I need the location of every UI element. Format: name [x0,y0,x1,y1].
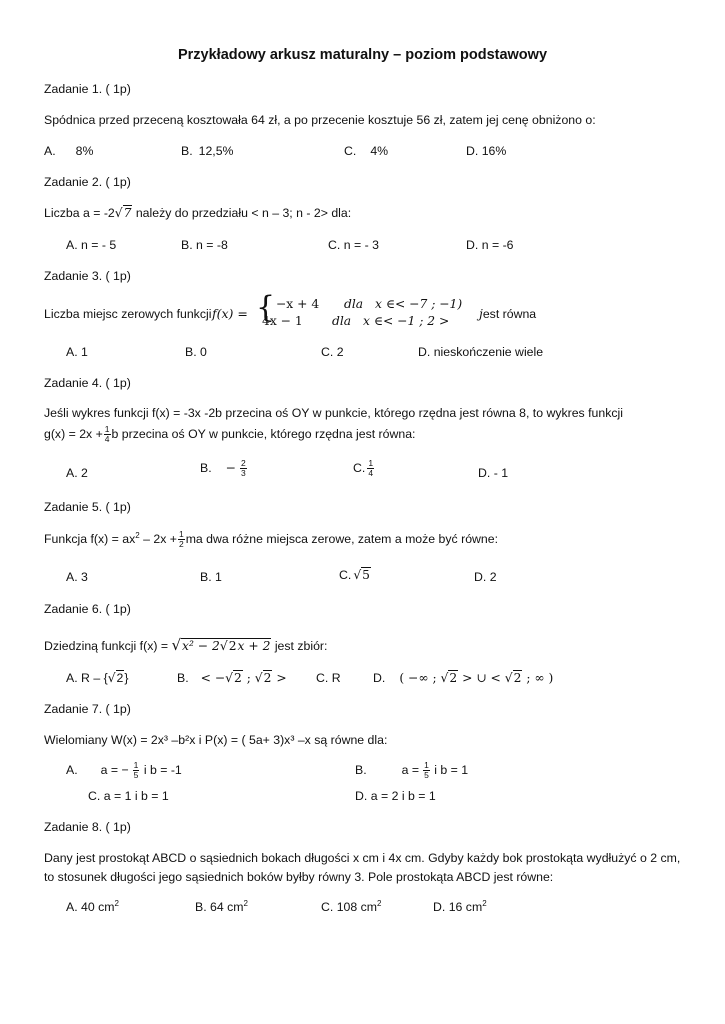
piece-1-domain: x ∈< −7 ; −1) [375,297,463,311]
fraction [104,425,111,444]
piece-1-expression: −x + 4 [276,297,320,311]
option-value: 12,5% [198,144,234,158]
task-2-heading: Zadanie 2. ( 1p) [44,175,131,189]
task-5-option-b: B. 1 [200,570,222,584]
sqrt-sign: √ [114,206,123,220]
task-5-option-c [339,568,371,582]
unit-exponent: 2 [377,899,382,908]
sqrt-expression [353,568,371,582]
task-1-option-b [181,144,234,158]
option-letter: C. [344,144,357,158]
task-5-heading: Zadanie 5. ( 1p) [44,500,131,514]
option-text: } [124,671,129,685]
task-6-heading: Zadanie 6. ( 1p) [44,602,131,616]
task-1-option-a [44,144,93,158]
task-2-option-b: B. n = -8 [181,238,228,252]
task-7-option-b [355,761,468,780]
text-part: Funkcja f(x) = ax [44,531,136,546]
task-4-option-c [353,459,375,478]
piece-1-dla: dla [344,297,364,311]
radicand [181,638,271,653]
fraction [178,530,185,549]
denominator: 3 [240,468,246,478]
task-1-text: Spódnica przed przeceną kosztowała 64 zł, a po przecenie kosztuje 56 zł, zatem jej cenę obniżono o: [44,113,596,127]
option-text: C. 108 cm [321,900,378,914]
radicand: 2 [116,671,124,685]
sqrt-sign: √ [219,639,228,653]
task-4-option-a: A. 2 [66,466,88,480]
sqrt-expression [441,671,459,685]
option-text: ; ∞ ) [522,671,554,685]
task-6-option-a [66,671,129,685]
sqrt-sign: √ [504,671,513,685]
task-3-option-c: C. 2 [321,345,344,359]
task-4-option-b [200,459,248,478]
sqrt-sign: √ [225,671,233,685]
option-text: D. 16 cm [433,900,483,914]
task-7-heading: Zadanie 7. ( 1p) [44,702,131,716]
sqrt-expression [108,671,125,685]
task-6-option-d [373,671,553,685]
sqrt-expression [171,636,271,654]
radicand-part: x + 2 [237,639,271,653]
option-text: A. R – { [66,671,108,685]
inner-sqrt [220,639,238,653]
text-part: b przecina oś OY w punkcie, którego rzędna jest równa: [111,426,416,441]
option-letter: A. [66,762,78,777]
option-text: > [272,671,287,685]
option-text: A. 40 cm [66,900,115,914]
option-text: > ∪ < [458,671,505,685]
sqrt-sign: √ [107,671,116,685]
option-letter: C. [339,568,352,582]
option-letter: B. [200,460,212,475]
option-text: i b = 1 [430,762,469,777]
numerator: 1 [104,424,110,434]
task-8-text-line2: to stosunek długości jego sąsiednich boków byłby równy 3. Pole prostokąta ABCD jest równe: [44,870,554,884]
radicand-part: x² − 2 [182,639,220,653]
text-part: – 2x + [139,531,177,546]
sqrt-expression [255,671,273,685]
task-7-option-d: D. a = 2 i b = 1 [355,789,436,803]
task-3-option-a: A. 1 [66,345,88,359]
task-8-option-c [321,900,382,914]
task-6-text [44,636,327,654]
task-3-option-d: D. nieskończenie wiele [418,345,544,359]
task-8-text-line1: Dany jest prostokąt ABCD o sąsiednich bokach długości x cm i 4x cm. Gdyby każdy bok prostokąta wydłużyć o 2 cm, [44,851,681,865]
sqrt-expression [115,206,133,220]
task-1-option-c [344,144,388,158]
function-name: f(x) = [212,306,248,321]
denominator: 2 [178,539,184,549]
fraction [367,459,374,478]
task-5-option-a: A. 3 [66,570,88,584]
text-part: Dziedziną funkcji f(x) = [44,639,169,653]
option-value: 8% [75,144,94,158]
italic-j: j [479,307,483,321]
sqrt-expression [225,671,243,685]
task-4-text-line2 [44,425,415,444]
page-title: Przykładowy arkusz maturalny – poziom podstawowy [177,47,548,63]
task-2-option-d: D. n = -6 [466,238,514,252]
text-part: Liczba a = -2 [44,206,115,220]
task-4-text-line1: Jeśli wykres funkcji f(x) = -3x -2b przecina oś OY w punkcie, którego rzędna jest równa 8, to wykres funkcji [44,406,623,420]
task-4-option-d: D. - 1 [478,466,509,480]
option-letter: B. [355,762,367,777]
option-letter: A. [44,144,56,158]
option-text: a = − [100,762,129,777]
option-text: < − [200,671,226,685]
numerator: 1 [178,529,184,539]
task-1-heading: Zadanie 1. ( 1p) [44,82,131,96]
task-2-option-c: C. n = - 3 [328,238,379,252]
task-3-option-b: B. 0 [185,345,207,359]
task-8-option-a [66,900,119,914]
option-text: a = [401,762,420,777]
option-letter: D. [373,671,386,685]
denominator: 4 [368,468,374,478]
radicand: 2 [234,671,242,685]
text-part: ma dwa różne miejsca zerowe, zatem a może być równe: [185,531,499,546]
unit-exponent: 2 [482,899,487,908]
minus-sign: − [225,460,236,475]
piecewise-brace: { [256,290,276,325]
task-8-option-b [195,900,248,914]
fraction [133,761,140,780]
sqrt-sign: √ [440,671,449,685]
option-text: ; [242,671,255,685]
radicand: 2 [449,671,458,685]
task-3-text-pre: Liczba miejsc zerowych funkcji [44,307,212,321]
task-3-heading: Zadanie 3. ( 1p) [44,269,131,283]
task-6-option-b [177,671,287,685]
unit-exponent: 2 [114,899,119,908]
fraction [240,459,247,478]
radicand: 5 [362,568,370,582]
sqrt-expression [505,671,523,685]
numerator: 1 [133,760,139,770]
option-letter: B. [177,671,189,685]
unit-exponent: 2 [243,899,248,908]
option-text: ( −∞ ; [399,671,441,685]
task-5-text [44,530,498,549]
piece-2-expression: 4x − 1 [262,314,303,328]
text-part: est równa [482,307,537,321]
option-text: i b = -1 [140,762,182,777]
option-text: B. 64 cm [195,900,244,914]
denominator: 4 [104,434,110,444]
task-7-option-a [66,761,182,780]
task-1-option-d: D. 16% [466,144,507,158]
text-part: jest zbiór: [271,639,328,653]
option-letter: C. [353,460,366,475]
numerator: 1 [424,760,429,770]
numerator: 2 [240,458,246,468]
sqrt-sign: √ [254,671,263,685]
denominator: 5 [133,770,139,780]
task-7-option-c: C. a = 1 i b = 1 [88,789,169,803]
task-2-option-a: A. n = - 5 [66,238,117,252]
radicand: 7 [123,206,132,220]
radicand: 2 [263,671,272,685]
task-4-heading: Zadanie 4. ( 1p) [44,376,131,390]
sqrt-sign: √ [353,568,362,582]
fraction [423,761,430,780]
text-part: g(x) = 2x + [44,426,103,441]
piece-2-dla: dla [332,314,352,328]
task-8-heading: Zadanie 8. ( 1p) [44,820,131,834]
inner-radicand: 2 [228,639,237,653]
task-6-option-c: C. R [316,671,341,685]
piece-2-domain: x ∈< −1 ; 2 > [363,314,450,328]
option-value: 4% [370,144,389,158]
task-2-text [44,206,351,220]
sqrt-sign: √ [171,636,182,654]
task-7-text: Wielomiany W(x) = 2x³ –b²x i P(x) = ( 5a+ 3)x³ –x są równe dla: [44,733,388,747]
numerator: 1 [368,458,374,468]
task-8-option-d [433,900,487,914]
task-3-text-post [479,307,536,321]
radicand: 2 [513,671,522,685]
exponent: 2 [135,530,140,540]
text-part: należy do przedziału < n – 3; n - 2> dla: [132,206,352,220]
denominator: 5 [424,770,429,780]
option-letter: B. [181,144,193,158]
task-5-option-d: D. 2 [474,570,497,584]
